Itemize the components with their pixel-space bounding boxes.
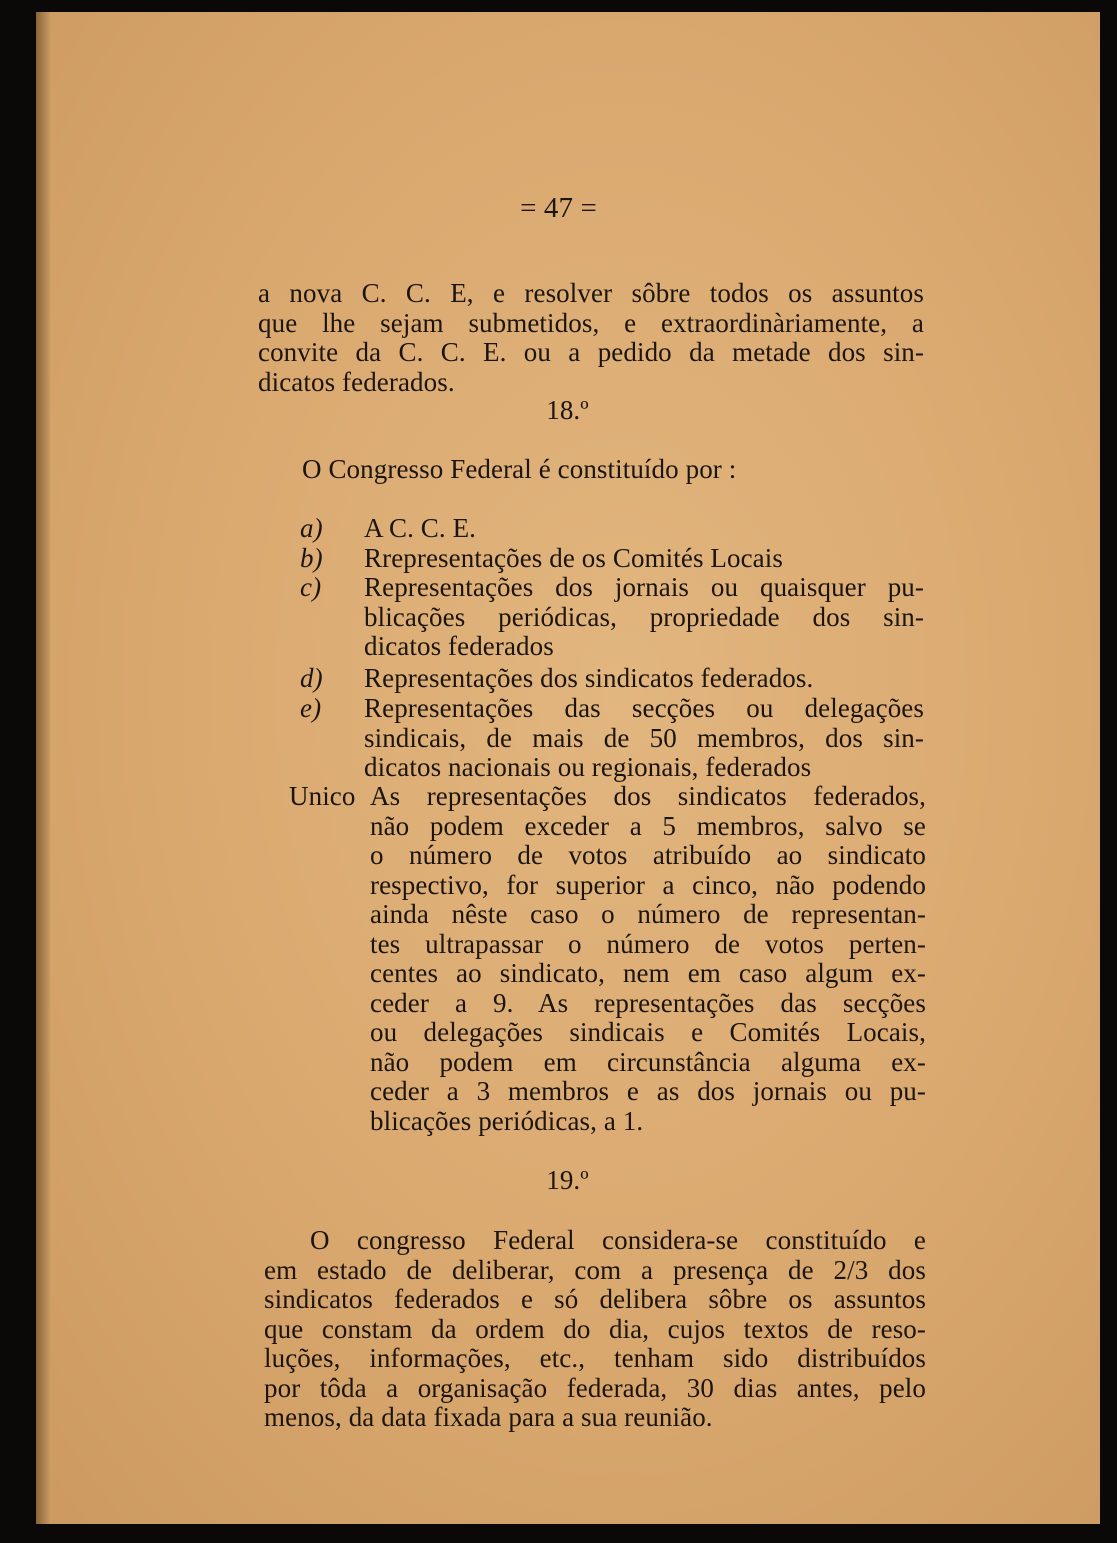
final-line: em estado de deliberar, com a presença de 2/3 dos xyxy=(264,1254,926,1285)
congress-intro: O Congresso Federal é constituído por : xyxy=(302,454,737,484)
list-marker: a) xyxy=(300,513,323,543)
final-line: O congresso Federal considera-se constituído e xyxy=(310,1225,926,1255)
unico-line: ceder a 9. As representações das secções xyxy=(370,987,926,1018)
unico-line: blicações periódicas, a 1. xyxy=(370,1105,644,1136)
unico-line: As representações dos sindicatos federados, xyxy=(370,781,926,811)
unico-line: o número de votos atribuído ao sindicato xyxy=(370,840,926,870)
unico-line: centes ao sindicato, nem em caso algum ex- xyxy=(370,958,926,988)
unico-line: ainda nêste caso o número de representan- xyxy=(370,899,926,929)
article-19-heading: 19.º xyxy=(546,1165,589,1195)
final-line: por tôda a organisação federada, 30 dias antes, pelo xyxy=(264,1372,926,1403)
list-item-text: A C. C. E. xyxy=(364,513,477,543)
article-18-heading: 18.º xyxy=(546,395,589,425)
list-item-text: Representações dos sindicatos federados. xyxy=(364,663,814,693)
unico-line: ou delegações sindicais e Comités Locais, xyxy=(370,1017,926,1047)
list-item-text: Representações das secções ou delegações xyxy=(364,693,924,723)
page-number: = 47 = xyxy=(520,192,597,224)
final-line: que constam da ordem do dia, cujos textos de reso- xyxy=(264,1313,926,1344)
final-paragraph xyxy=(264,1226,926,1433)
page-spine xyxy=(36,12,50,1524)
intro-paragraph xyxy=(258,279,924,397)
final-line: sindicatos federados e só delibera sôbre os assuntos xyxy=(264,1284,926,1314)
list-item-text: Representações dos jornais ou quaisquer pu- xyxy=(364,572,924,602)
list-marker: c) xyxy=(300,572,322,602)
intro-line: convite da C. C. E. ou a pedido da metade dos sin- xyxy=(258,337,924,367)
list-item-text: sindicais, de mais de 50 membros, dos sin- xyxy=(364,722,924,753)
list-marker: e) xyxy=(300,693,322,723)
unico-line: não podem em circunstância alguma ex- xyxy=(370,1046,926,1077)
final-line: menos, da data fixada para a sua reunião. xyxy=(264,1402,713,1432)
intro-line: dicatos federados. xyxy=(258,366,455,397)
list-item-text: blicações periódicas, propriedade dos sin- xyxy=(364,601,924,632)
unico-line: tes ultrapassar o número de votos perten- xyxy=(370,928,926,959)
final-line: luções, informações, etc., tenham sido distribuídos xyxy=(264,1343,926,1373)
unico-paragraph xyxy=(370,782,926,1136)
intro-line: a nova C. C. E, e resolver sôbre todos os assuntos xyxy=(258,278,924,308)
unico-line: ceder a 3 membros e as dos jornais ou pu- xyxy=(370,1076,926,1106)
list-item-text: dicatos nacionais ou regionais, federados xyxy=(364,752,812,782)
list-item-text: Rrepresentações de os Comités Locais xyxy=(364,543,783,573)
list-marker: d) xyxy=(300,663,323,693)
unico-line: não podem exceder a 5 membros, salvo se xyxy=(370,810,926,841)
unico-line: respectivo, for superior a cinco, não podendo xyxy=(370,869,926,900)
list-marker: b) xyxy=(300,543,323,573)
list-item-text: dicatos federados xyxy=(364,631,554,661)
intro-line: que lhe sejam submetidos, e extraordinàriamente, a xyxy=(258,307,924,338)
unico-label: Unico xyxy=(289,781,356,811)
